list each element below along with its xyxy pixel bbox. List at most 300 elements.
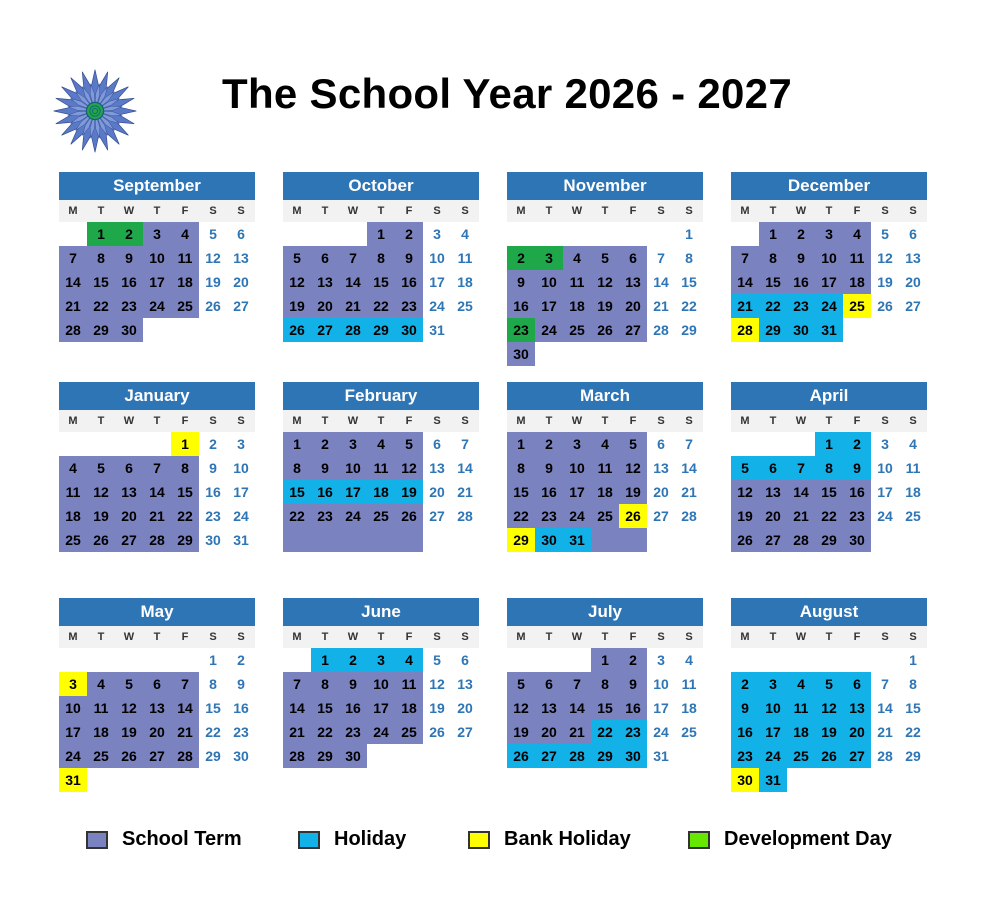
day-cell: 4 [367,432,395,456]
day-cell: 16 [115,270,143,294]
day-cell: 25 [59,528,87,552]
day-cell: 16 [843,480,871,504]
weekday-label: W [347,415,359,427]
day-cell: 26 [205,298,221,314]
day-cell: 22 [507,504,535,528]
weekday-label: S [209,631,217,643]
weekday-label: F [629,631,637,643]
day-cell: 2 [619,648,647,672]
day-cell: 22 [681,298,697,314]
filler-cell [367,528,395,552]
weekday-label: M [68,631,78,643]
day-cell: 23 [507,318,535,342]
day-cell: 28 [143,528,171,552]
day-cell: 15 [905,700,921,716]
month-january [59,382,255,576]
day-cell: 24 [759,744,787,768]
day-cell: 8 [591,672,619,696]
day-grid [283,222,479,366]
day-cell: 1 [367,222,395,246]
day-cell: 8 [171,456,199,480]
day-cell: 18 [681,700,697,716]
weekday-label: T [97,415,105,427]
day-cell: 4 [171,222,199,246]
day-grid [59,432,255,576]
day-cell: 3 [237,436,245,452]
weekday-label: F [405,631,413,643]
day-cell: 9 [843,456,871,480]
day-cell: 10 [653,676,669,692]
legend-label: Holiday [334,828,407,850]
day-cell: 13 [143,696,171,720]
day-cell: 4 [685,652,693,668]
weekday-label: F [853,415,861,427]
day-grid [507,648,703,792]
day-cell: 26 [395,504,423,528]
weekday-row [507,200,703,222]
day-cell: 13 [619,270,647,294]
day-cell: 2 [507,246,535,270]
day-cell: 10 [759,696,787,720]
day-cell: 31 [59,768,87,792]
weekday-row [283,410,479,432]
day-cell: 6 [237,226,245,242]
month-header: May [59,598,255,626]
day-cell: 1 [171,432,199,456]
day-cell: 14 [171,696,199,720]
day-cell: 12 [877,250,893,266]
weekday-label: T [153,631,161,643]
page-title: The School Year 2026 - 2027 [222,70,792,117]
day-cell: 16 [731,720,759,744]
day-cell: 21 [59,294,87,318]
day-cell: 10 [815,246,843,270]
day-cell: 18 [787,720,815,744]
day-cell: 13 [115,480,143,504]
weekday-label: T [601,205,609,217]
weekday-label: S [685,415,693,427]
day-cell: 17 [429,274,445,290]
day-cell: 27 [653,508,669,524]
day-cell: 20 [843,720,871,744]
day-cell: 6 [909,226,917,242]
day-cell: 15 [591,696,619,720]
day-cell: 26 [283,318,311,342]
day-cell: 8 [685,250,693,266]
day-cell: 4 [909,436,917,452]
day-cell: 12 [619,456,647,480]
day-cell: 30 [731,768,759,792]
day-cell: 30 [395,318,423,342]
filler-cell [339,528,367,552]
day-cell: 28 [877,748,893,764]
day-cell: 17 [563,480,591,504]
day-cell: 19 [815,720,843,744]
day-cell: 26 [429,724,445,740]
legend-swatch [688,831,710,849]
weekday-label: T [97,205,105,217]
weekday-label: S [909,415,917,427]
day-cell: 4 [395,648,423,672]
day-cell: 19 [395,480,423,504]
weekday-label: W [123,415,135,427]
month-december [731,172,927,366]
weekday-label: M [740,205,750,217]
flower-icon [52,68,138,154]
day-cell: 3 [535,246,563,270]
day-cell: 7 [339,246,367,270]
day-cell: 18 [591,480,619,504]
day-cell: 29 [367,318,395,342]
day-cell: 9 [209,460,217,476]
month-june [283,598,479,792]
day-cell: 7 [787,456,815,480]
weekday-label: S [433,415,441,427]
day-grid [283,432,479,576]
weekday-row [283,626,479,648]
day-cell: 31 [563,528,591,552]
weekday-label: F [405,205,413,217]
weekday-label: W [347,631,359,643]
weekday-label: M [516,415,526,427]
day-cell: 24 [535,318,563,342]
day-cell: 26 [619,504,647,528]
day-cell: 27 [619,318,647,342]
day-cell: 12 [205,250,221,266]
day-cell: 5 [591,246,619,270]
day-cell: 26 [507,744,535,768]
weekday-label: T [545,205,553,217]
day-cell: 2 [535,432,563,456]
day-cell: 17 [653,700,669,716]
day-cell: 6 [759,456,787,480]
day-cell: 27 [143,744,171,768]
day-cell: 6 [619,246,647,270]
day-cell: 1 [909,652,917,668]
day-cell: 14 [283,696,311,720]
filler-cell [395,528,423,552]
weekday-label: S [237,205,245,217]
day-cell: 13 [457,676,473,692]
weekday-label: S [237,415,245,427]
day-cell: 30 [507,342,535,366]
month-header: February [283,382,479,410]
day-cell: 6 [843,672,871,696]
day-cell: 19 [591,294,619,318]
day-cell: 3 [759,672,787,696]
day-cell: 22 [759,294,787,318]
day-cell: 18 [367,480,395,504]
day-cell: 17 [233,484,249,500]
day-cell: 4 [461,226,469,242]
month-header: March [507,382,703,410]
day-cell: 18 [457,274,473,290]
day-cell: 2 [115,222,143,246]
day-cell: 15 [759,270,787,294]
day-cell: 12 [429,676,445,692]
day-cell: 1 [283,432,311,456]
day-cell: 21 [171,720,199,744]
weekday-label: S [461,205,469,217]
day-cell: 15 [283,480,311,504]
day-cell: 15 [507,480,535,504]
day-cell: 5 [815,672,843,696]
day-cell: 10 [367,672,395,696]
weekday-label: W [795,415,807,427]
day-cell: 21 [283,720,311,744]
day-cell: 16 [311,480,339,504]
day-cell: 2 [731,672,759,696]
weekday-label: T [601,415,609,427]
day-cell: 10 [143,246,171,270]
filler-cell [591,528,619,552]
day-cell: 19 [731,504,759,528]
day-cell: 8 [283,456,311,480]
day-grid [507,432,703,576]
weekday-label: F [181,205,189,217]
day-cell: 28 [563,744,591,768]
weekday-label: M [292,631,302,643]
month-october [283,172,479,366]
day-cell: 14 [681,460,697,476]
weekday-label: W [347,205,359,217]
day-cell: 27 [843,744,871,768]
day-cell: 8 [87,246,115,270]
weekday-label: S [909,631,917,643]
weekday-label: T [769,415,777,427]
day-cell: 13 [905,250,921,266]
weekday-row [731,410,927,432]
day-cell: 24 [815,294,843,318]
day-cell: 3 [657,652,665,668]
weekday-label: M [292,205,302,217]
day-cell: 20 [429,484,445,500]
day-cell: 3 [433,226,441,242]
day-cell: 31 [653,748,669,764]
weekday-label: W [123,631,135,643]
day-cell: 4 [563,246,591,270]
day-cell: 2 [787,222,815,246]
month-header: August [731,598,927,626]
day-cell: 26 [591,318,619,342]
day-grid [59,648,255,792]
day-cell: 4 [787,672,815,696]
weekday-label: S [657,631,665,643]
day-cell: 28 [731,318,759,342]
weekday-row [59,200,255,222]
day-cell: 23 [205,508,221,524]
day-cell: 13 [311,270,339,294]
day-cell: 7 [59,246,87,270]
legend-swatch [298,831,320,849]
weekday-label: T [825,205,833,217]
month-november [507,172,703,366]
day-cell: 22 [171,504,199,528]
month-header: June [283,598,479,626]
day-cell: 29 [759,318,787,342]
day-cell: 5 [433,652,441,668]
day-cell: 17 [367,696,395,720]
day-cell: 10 [233,460,249,476]
weekday-label: M [516,205,526,217]
day-cell: 22 [87,294,115,318]
day-cell: 21 [339,294,367,318]
day-cell: 30 [787,318,815,342]
day-cell: 6 [143,672,171,696]
day-cell: 5 [115,672,143,696]
day-cell: 24 [59,744,87,768]
day-cell: 1 [87,222,115,246]
day-cell: 13 [759,480,787,504]
day-cell: 14 [787,480,815,504]
day-cell: 16 [507,294,535,318]
day-cell: 12 [507,696,535,720]
day-cell: 25 [171,294,199,318]
day-cell: 8 [815,456,843,480]
day-cell: 16 [395,270,423,294]
weekday-label: W [123,205,135,217]
day-cell: 31 [233,532,249,548]
day-cell: 20 [759,504,787,528]
day-cell: 13 [653,460,669,476]
day-cell: 26 [815,744,843,768]
day-cell: 30 [233,748,249,764]
weekday-label: M [68,415,78,427]
weekday-label: T [545,415,553,427]
day-cell: 2 [311,432,339,456]
day-cell: 20 [653,484,669,500]
weekday-label: F [405,415,413,427]
day-cell: 5 [507,672,535,696]
day-cell: 10 [535,270,563,294]
day-cell: 8 [507,456,535,480]
day-cell: 13 [429,460,445,476]
weekday-label: F [853,631,861,643]
day-cell: 26 [115,744,143,768]
day-cell: 22 [367,294,395,318]
day-cell: 28 [171,744,199,768]
weekday-label: S [657,205,665,217]
day-cell: 14 [59,270,87,294]
day-cell: 28 [457,508,473,524]
weekday-label: T [769,631,777,643]
weekday-label: M [292,415,302,427]
day-cell: 19 [877,274,893,290]
legend-item [298,828,406,851]
day-cell: 1 [507,432,535,456]
day-cell: 1 [311,648,339,672]
day-cell: 9 [339,672,367,696]
month-header: November [507,172,703,200]
month-header: December [731,172,927,200]
weekday-row [507,410,703,432]
day-cell: 15 [311,696,339,720]
day-cell: 16 [233,700,249,716]
day-cell: 19 [87,504,115,528]
day-cell: 16 [205,484,221,500]
day-cell: 18 [843,270,871,294]
day-cell: 27 [311,318,339,342]
day-cell: 17 [877,484,893,500]
day-cell: 27 [115,528,143,552]
day-cell: 15 [87,270,115,294]
day-cell: 23 [731,744,759,768]
day-cell: 29 [311,744,339,768]
day-cell: 23 [233,724,249,740]
day-cell: 21 [143,504,171,528]
day-cell: 20 [115,504,143,528]
day-cell: 21 [653,298,669,314]
day-cell: 17 [535,294,563,318]
day-cell: 25 [681,724,697,740]
month-february [283,382,479,576]
day-cell: 5 [87,456,115,480]
day-cell: 14 [653,274,669,290]
day-cell: 8 [909,676,917,692]
day-cell: 20 [905,274,921,290]
filler-cell [311,528,339,552]
weekday-label: T [377,205,385,217]
weekday-label: W [571,205,583,217]
weekday-label: T [321,205,329,217]
day-cell: 17 [759,720,787,744]
weekday-label: T [153,415,161,427]
weekday-label: T [545,631,553,643]
month-header: September [59,172,255,200]
day-cell: 18 [905,484,921,500]
day-cell: 5 [731,456,759,480]
filler-cell [283,528,311,552]
day-cell: 16 [619,696,647,720]
day-cell: 27 [535,744,563,768]
day-cell: 25 [905,508,921,524]
day-cell: 12 [283,270,311,294]
day-cell: 17 [339,480,367,504]
day-cell: 10 [429,250,445,266]
day-cell: 9 [237,676,245,692]
day-cell: 23 [311,504,339,528]
day-cell: 27 [457,724,473,740]
day-cell: 25 [395,720,423,744]
weekday-label: F [853,205,861,217]
legend-label: Bank Holiday [504,828,631,850]
day-cell: 10 [877,460,893,476]
day-cell: 7 [563,672,591,696]
day-cell: 29 [815,528,843,552]
day-cell: 15 [205,700,221,716]
day-cell: 8 [311,672,339,696]
day-cell: 26 [87,528,115,552]
day-cell: 16 [535,480,563,504]
day-cell: 23 [115,294,143,318]
day-cell: 22 [591,720,619,744]
month-march [507,382,703,576]
day-cell: 16 [787,270,815,294]
day-cell: 17 [815,270,843,294]
day-cell: 11 [787,696,815,720]
day-cell: 14 [563,696,591,720]
day-cell: 22 [311,720,339,744]
weekday-label: W [571,631,583,643]
day-cell: 3 [563,432,591,456]
day-cell: 24 [143,294,171,318]
day-cell: 17 [143,270,171,294]
weekday-label: S [909,205,917,217]
day-cell: 11 [395,672,423,696]
day-cell: 31 [815,318,843,342]
day-cell: 30 [535,528,563,552]
day-cell: 26 [877,298,893,314]
